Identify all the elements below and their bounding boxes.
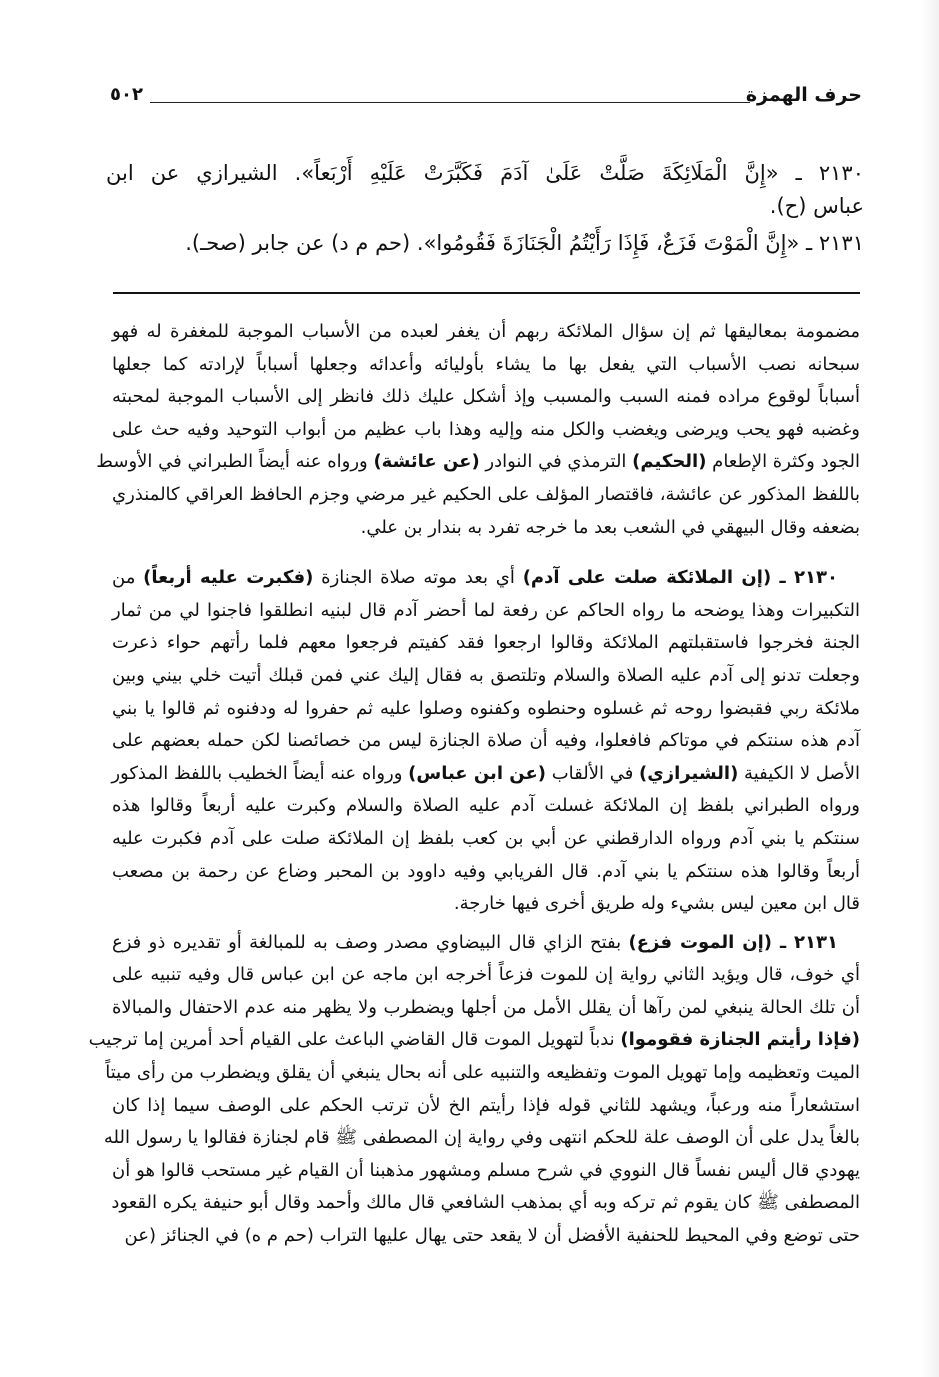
text-segment: وجعلت تدنو إلى آدم عليه الصلاة والسلام وتلتصق به فقال إليك عني فمن قبلك أتيت خلي بيني وبين bbox=[112, 664, 860, 686]
bold-citation: (فإذا رأيتم الجنازة فقوموا) bbox=[620, 1029, 860, 1051]
commentary-line bbox=[112, 1187, 860, 1220]
commentary-line bbox=[112, 959, 860, 992]
commentary-line bbox=[112, 790, 860, 823]
text-segment: أربعاً وقالوا هذه سنتكم يا بني آدم. قال الفريابي وفيه داوود بن المحبر وضاع عن رحمة بن مصعب bbox=[112, 860, 860, 882]
text-segment: أن تلك الحالة ينبغي لمن رآها أن يقلل الأمل من أجلها ويضطرب ولا يظهر منه عدم الاحتفال والمبالاة bbox=[112, 996, 860, 1018]
text-segment: آدم هذه سنتكم في موتاكم فافعلوا، وفيه أن صلاة الجنازة ليس من خصائصنا لكن حمله بعضهم على bbox=[112, 730, 860, 752]
bold-citation: (فكبرت عليه أربعاً) bbox=[143, 567, 314, 589]
hadith-line: عباس (ح). bbox=[769, 193, 864, 218]
commentary-line bbox=[112, 562, 860, 595]
commentary-line bbox=[112, 1090, 860, 1123]
commentary-line bbox=[105, 1057, 860, 1090]
hadith-line: ٢١٣١ ـ «إِنَّ الْمَوْتَ فَزَعٌ، فَإِذَا رَأَيْتُمُ الْجَنَازَةَ فَقُومُوا». (حم م د) عن جابر (صحـ). bbox=[185, 231, 864, 256]
text-segment: أي بعد موته صلاة الجنازة bbox=[313, 567, 523, 589]
text-segment: استشعاراً منه ورعباً، ويشهد للثاني قوله فإذا رأيتم الخ لأن ترتب الحكم على الوصف سيما إذا كان bbox=[112, 1094, 860, 1116]
text-segment: أي خوف، قال ويؤيد الثاني رواية إن للموت فزعاً أخرجه ابن ماجه عن ابن عباس قال وفيه تنبيه على bbox=[112, 964, 860, 986]
text-segment: الترمذي في النوادر bbox=[479, 451, 633, 473]
text-segment: الميت وتعظيمه وإما تهويل الموت وتفظيعه والتنبيه على أنه بحال ينبغي أن يقلق ويضطرب من رأى ميتاً bbox=[105, 1062, 860, 1084]
commentary-line bbox=[112, 1220, 860, 1253]
bold-citation: ٢١٣١ ـ (إن الموت فزع) bbox=[628, 931, 838, 953]
commentary-line bbox=[112, 992, 860, 1025]
commentary-line bbox=[88, 1024, 860, 1057]
text-segment: حتى توضع وفي المحيط للحنفية الأفضل أن لا يقعد حتى يهال عليها التراب (حم م ه) في الجنائز (عن bbox=[124, 1225, 860, 1247]
text-segment: سنتكم يا بني آدم ورواه الدارقطني عن أبي بن كعب بلفظ إن الملائكة صلت على آدم فكبرت عليه bbox=[112, 827, 860, 849]
commentary-line bbox=[112, 512, 860, 545]
commentary-line bbox=[96, 446, 860, 479]
text-segment: التكبيرات وهذا يوضحه ما رواه الحاكم عن رفعة لما أحضر آدم قال لبنيه انطلقوا فاجنوا لي من ثمار bbox=[112, 599, 860, 621]
commentary-line bbox=[112, 888, 860, 921]
commentary bbox=[88, 316, 860, 1253]
text-segment: ندباً لتهويل الموت قال القاضي الباعث على القيام أحد أمرين إما ترجيب bbox=[88, 1029, 621, 1051]
page-edge-shadow bbox=[921, 0, 939, 1377]
text-segment: الجود وكثرة الإطعام bbox=[706, 451, 860, 473]
commentary-line bbox=[112, 381, 860, 414]
text-segment: مضمومة بمعاليقها ثم إن سؤال الملائكة ربهم أن يغفر لعبده من الأسباب الموجبة للمغفرة له فهو bbox=[112, 321, 860, 342]
commentary-paragraph bbox=[112, 562, 860, 921]
text-segment: أسباباً لوقوع مراده فمنه السبب والمسبب وإذ أشكل عليك ذلك فانظر إلى الأسباب الموجبة لمحبته bbox=[112, 386, 860, 408]
text-segment: ورواه الطبراني بلفظ إن الملائكة غسلت آدم عليه الصلاة والسلام وكبرت عليه أربعاً وقالوا هذه bbox=[112, 795, 860, 817]
commentary-line bbox=[112, 693, 860, 726]
hadith-texts bbox=[106, 157, 864, 260]
text-segment: بالغاً يدل على أن الوصف علة للحكم انتهى وفي رواية إن المصطفى ﷺ قام لجنازة فقالوا يا رسول الله bbox=[103, 1127, 860, 1149]
text-segment: بفتح الزاي قال البيضاوي مصدر وصف به للمبالغة أو تقديره ذو فزع bbox=[112, 931, 629, 953]
commentary-line bbox=[112, 1155, 860, 1188]
commentary-paragraph bbox=[96, 316, 860, 544]
commentary-line bbox=[112, 479, 860, 512]
running-header bbox=[110, 82, 862, 114]
commentary-line bbox=[112, 414, 860, 447]
text-segment: الجنة فخرجوا فاستقبلتهم الملائكة وقالوا ارجعوا فقد كفيتم فرجعوا معهم فلما رأتهم حواء ذعرت bbox=[112, 632, 860, 654]
commentary-paragraph bbox=[88, 927, 860, 1253]
commentary-line bbox=[112, 856, 860, 889]
commentary-line bbox=[112, 660, 860, 693]
text-segment: ملائكة ربي فقبضوا روحه ثم غسلوه وحنطوه وكفنوه وصلوا عليه ثم حفروا له ودفنوه ثم قالوا يا بني bbox=[112, 697, 860, 719]
commentary-line bbox=[112, 595, 860, 628]
commentary-line bbox=[112, 927, 860, 960]
text-segment: قال ابن معين ليس بشيء وله طريق أخرى فيها خارجة. bbox=[453, 893, 860, 915]
text-segment: سبحانه نصب الأسباب التي يفعل بها ما يشاء بأوليائه وأعدائه وجعلها أسباباً لإرادته كما جعلها bbox=[112, 353, 860, 375]
footnote-separator bbox=[113, 292, 860, 294]
text-segment: من bbox=[112, 567, 144, 589]
header-rule bbox=[150, 102, 750, 103]
bold-citation: (الحكيم) bbox=[632, 451, 707, 473]
bold-citation: (الشيرازي) bbox=[639, 762, 739, 784]
text-segment: بضعفه وقال البيهقي في الشعب بعد ما خرجه تفرد به بندار بن علي. bbox=[360, 516, 860, 538]
commentary-line bbox=[112, 823, 860, 856]
text-segment: يهودي قال أليس نفساً قال النووي في شرح مسلم ومشهور مذهبنا أن القيام غير مستحب قالوا هو أن bbox=[112, 1159, 860, 1181]
bold-citation: (عن عائشة) bbox=[373, 451, 480, 473]
text-segment: في الألقاب bbox=[545, 762, 640, 784]
commentary-line bbox=[112, 627, 860, 660]
text-segment: وغضبه فهو يحب ويرضى ويغضب والكل منه وإليه وهذا باب عظيم من أبواب التوحيد وفيه حث على bbox=[112, 418, 860, 440]
page-number: ٥٠٢ bbox=[110, 84, 143, 105]
text-segment: الأصل لا الكيفية bbox=[738, 762, 860, 784]
hadith-line: ٢١٣٠ ـ «إِنَّ الْمَلَائِكَةَ صَلَّتْ عَلَىٰ آدَمَ فَكَبَّرَتْ عَلَيْهِ أَرْبَعاً». الشيرازي عن ابن bbox=[106, 161, 864, 185]
text-segment: المصطفى ﷺ كان يقوم ثم تركه وبه أي بمذهب الشافعي قال مالك وأحمد وقال أبو حنيفة يكره القعود bbox=[111, 1192, 860, 1214]
bold-citation: (عن ابن عباس) bbox=[408, 762, 546, 784]
text-segment: باللفظ المذكور عن عائشة، فاقتصار المؤلف على الحكيم غير مرضي وجزم الحافظ العراقي كالمنذري bbox=[112, 483, 860, 505]
bold-citation: ٢١٣٠ ـ (إن الملائكة صلت على آدم) bbox=[522, 567, 838, 589]
chapter-title: حرف الهمزة bbox=[745, 84, 862, 106]
commentary-line bbox=[112, 349, 860, 382]
text-segment: ورواه عنه أيضاً الطبراني في الأوسط bbox=[96, 451, 374, 473]
commentary-line bbox=[112, 758, 860, 791]
text-segment: ورواه عنه أيضاً الخطيب باللفظ المذكور bbox=[111, 762, 409, 784]
commentary-line bbox=[112, 316, 860, 349]
commentary-line bbox=[103, 1122, 860, 1155]
commentary-line bbox=[112, 725, 860, 758]
